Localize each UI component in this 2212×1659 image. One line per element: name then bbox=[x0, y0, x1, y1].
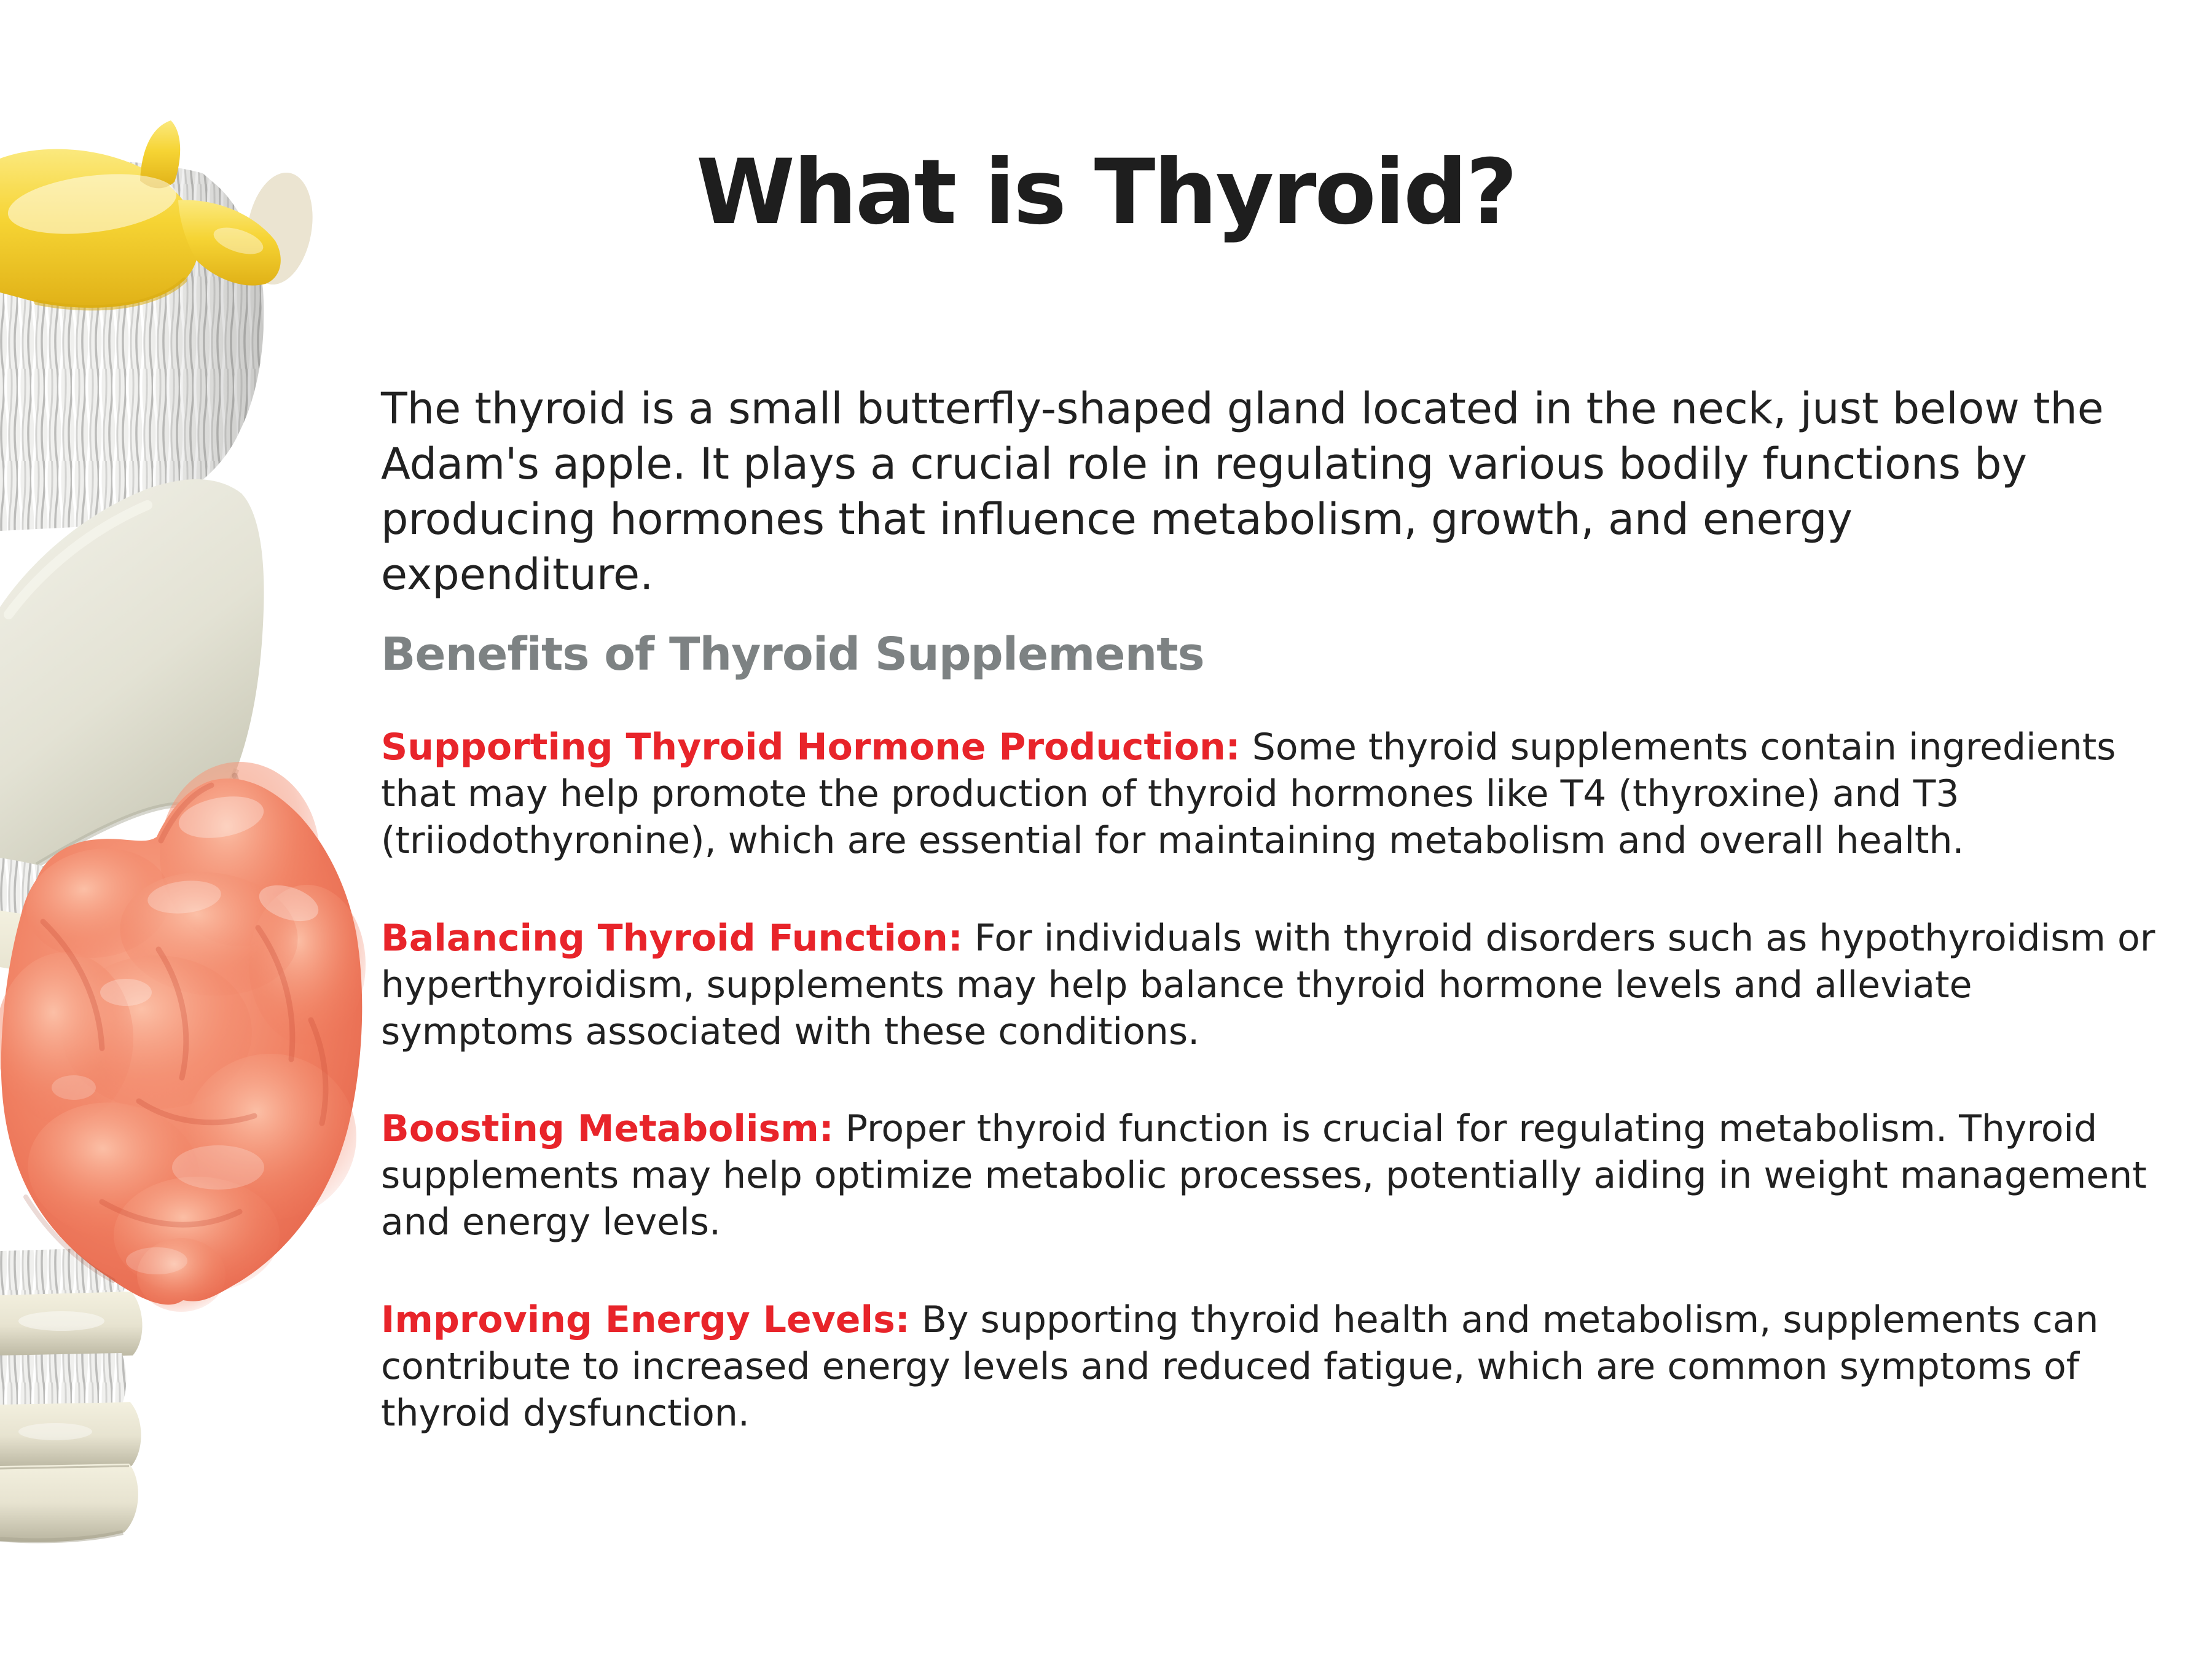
benefit-body: Proper thyroid function is crucial for regulating metabolism. Thyroid supplements may help optimize metabolic processes, potentially aiding in weight management and energy levels. bbox=[381, 1107, 2147, 1244]
page-title: What is Thyroid? bbox=[696, 140, 1516, 245]
thyroid-model-illustration bbox=[0, 0, 369, 1659]
benefits-subtitle: Benefits of Thyroid Supplements bbox=[381, 628, 1204, 681]
benefit-heading: Boosting Metabolism: bbox=[381, 1107, 834, 1150]
intro-paragraph: The thyroid is a small butterfly-shaped gland located in the neck, just below the Adam's apple. It plays a crucial role in regulating various bodily functions by producing hormones that influence metabolism, growth, and energy expenditure. bbox=[381, 383, 2104, 600]
trachea bbox=[0, 1247, 143, 1542]
benefit-heading: Balancing Thyroid Function: bbox=[381, 917, 963, 960]
benefit-body: By supporting thyroid health and metabolism, supplements can contribute to increased energy levels and reduced fatigue, which are common symptoms of thyroid dysfunction. bbox=[381, 1298, 2099, 1435]
benefit-body: Some thyroid supplements contain ingredients that may help promote the production of thyroid hormones like T4 (thyroxine) and T3 (triiodothyronine), which are essential for maintaining metabolism and overall health. bbox=[381, 726, 2116, 862]
benefit-section-balancing-thyroid-function bbox=[381, 915, 2175, 1055]
benefit-section-improving-energy-levels bbox=[381, 1296, 2175, 1437]
benefit-body: For individuals with thyroid disorders such as hypothyroidism or hyperthyroidism, supplements may help balance thyroid hormone levels and alleviate symptoms associated with these conditions. bbox=[381, 917, 2155, 1053]
benefit-heading: Improving Energy Levels: bbox=[381, 1298, 910, 1341]
benefit-section-boosting-metabolism bbox=[381, 1105, 2175, 1245]
benefit-heading: Supporting Thyroid Hormone Production: bbox=[381, 726, 1241, 769]
benefit-section-supporting-hormone-production bbox=[381, 724, 2175, 864]
